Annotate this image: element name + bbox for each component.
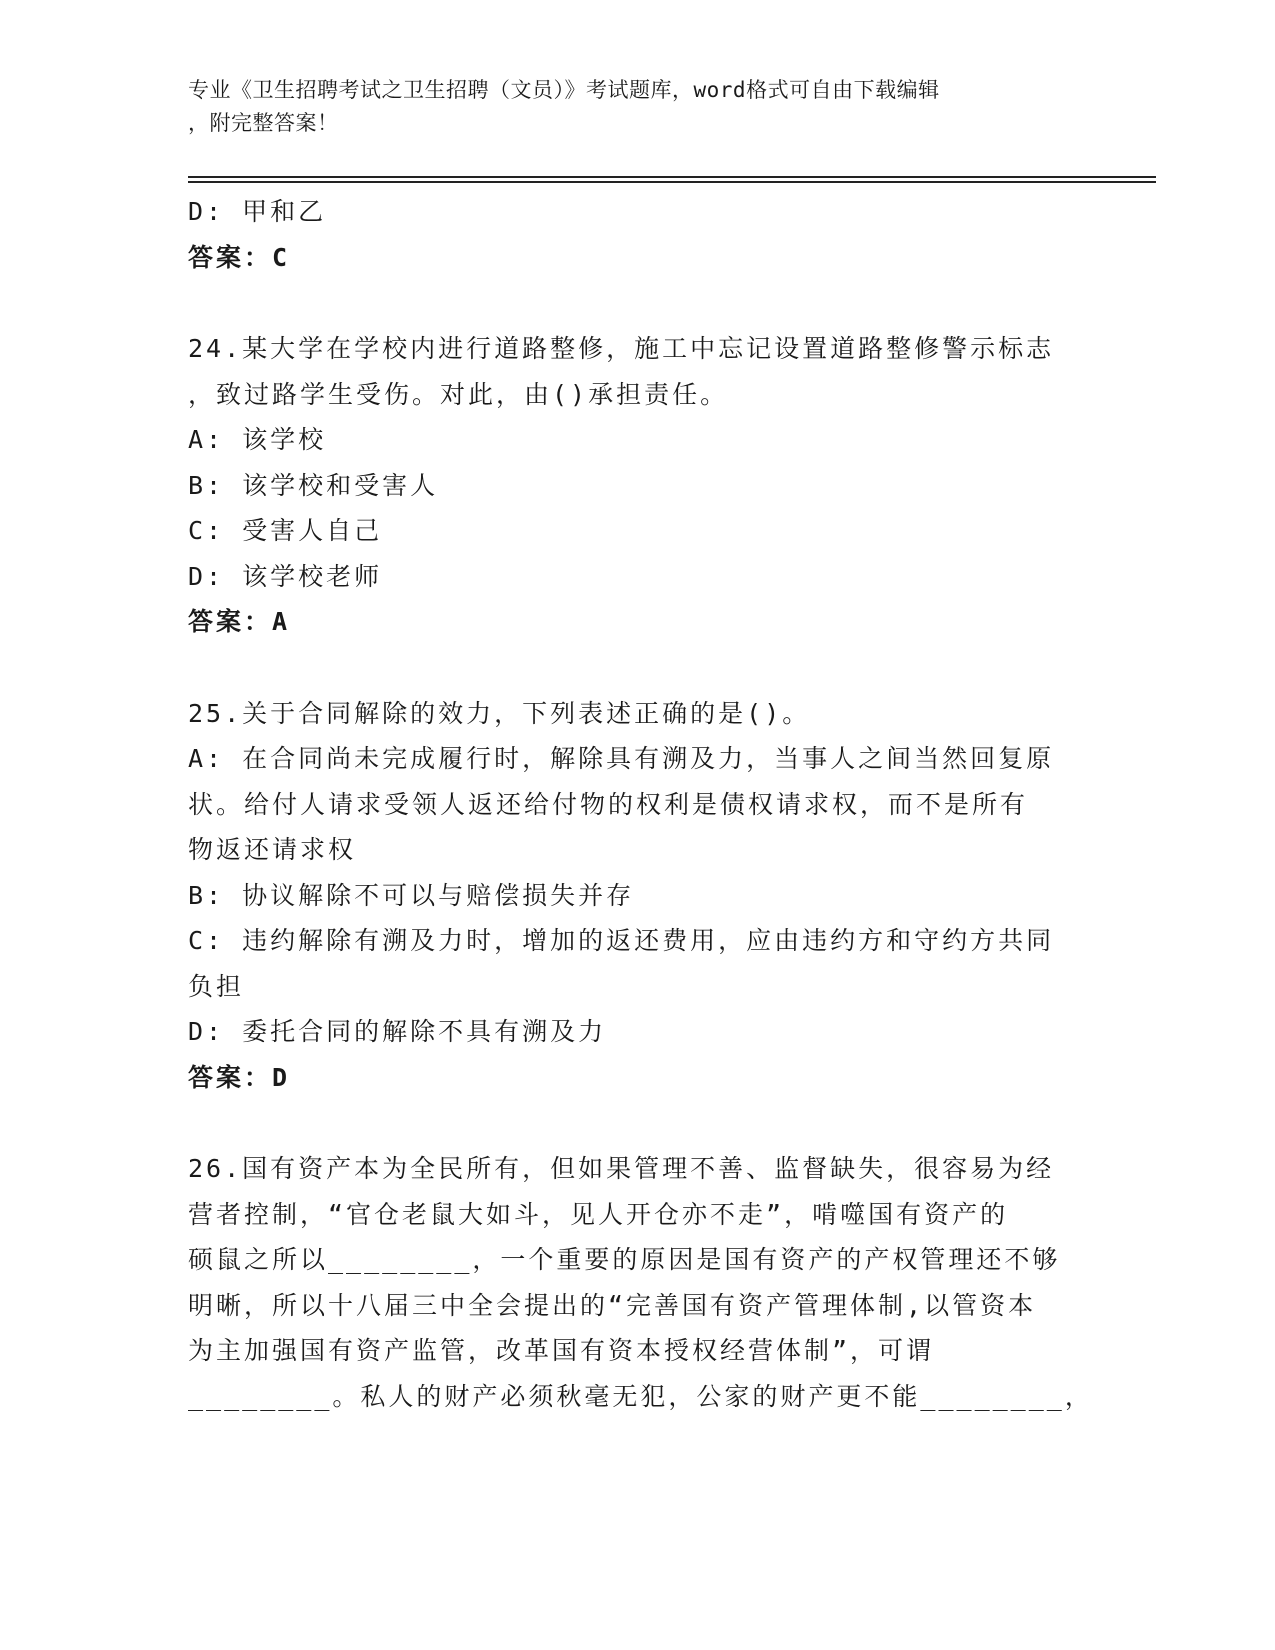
q24-answer: 答案：A [188,607,291,636]
page-header [188,74,1088,140]
q25-option-d: D: 委托合同的解除不具有溯及力 [188,1017,607,1046]
q25-option-a-line: 状。给付人请求受领人返还给付物的权利是债权请求权，而不是所有 [188,789,1029,819]
header-divider-top [188,176,1156,178]
q26-stem-line: 硕鼠之所以________，一个重要的原因是国有资产的产权管理还不够 [188,1245,1061,1274]
spacer [188,280,1068,326]
q25-option-a-line: A: 在合同尚未完成履行时，解除具有溯及力，当事人之间当然回复原 [188,744,1055,773]
q24-stem-line: 24.某大学在学校内进行道路整修，施工中忘记设置道路整修警示标志 [188,334,1055,363]
header-title-line-2: ，附完整答案！ [188,111,339,135]
header-divider-bottom [188,181,1156,183]
q24-stem-line: ，致过路学生受伤。对此，由()承担责任。 [188,379,729,409]
q24-option-a: A: 该学校 [188,425,327,454]
q26-stem-line: 26.国有资产本为全民所有，但如果管理不善、监督缺失，很容易为经 [188,1154,1055,1183]
q24-option-d: D: 该学校老师 [188,561,383,591]
q26-stem-line: 为主加强国有资产监管，改革国有资本授权经营体制”，可谓 [188,1336,935,1365]
q26-stem-line: ________。私人的财产必须秋毫无犯，公家的财产更不能________， [188,1381,1093,1411]
q25-option-c-line: 负担 [188,971,245,1001]
q25-option-a-line: 物返还请求权 [188,835,357,864]
q25-answer: 答案：D [188,1062,291,1092]
document-body [188,189,1093,1419]
q25-option-c-line: C: 违约解除有溯及力时，增加的返还费用，应由违约方和守约方共同 [188,926,1055,955]
q25-option-b: B: 协议解除不可以与赔偿损失并存 [188,880,635,910]
q25-stem-line: 25.关于合同解除的效力，下列表述正确的是()。 [188,698,811,728]
q24-option-c: C: 受害人自己 [188,516,383,545]
spacer [188,645,1068,691]
q26-stem-line: 明晰，所以十八届三中全会提出的“完善国有资产管理体制,以管资本 [188,1290,1037,1320]
question-24 [188,326,1068,645]
header-title-line: 专业《卫生招聘考试之卫生招聘（文员）》考试题库，word格式可自由下载编辑 [188,78,940,102]
q26-stem-line: 营者控制，“官仓老鼠大如斗，见人开仓亦不走”，啃噬国有资产的 [188,1199,1009,1229]
q24-option-b: B: 该学校和受害人 [188,470,439,500]
question-26 [188,1146,1093,1419]
q23-option-d: D: 甲和乙 [188,197,327,226]
q23-answer: 答案：C [188,242,291,272]
question-25 [188,691,1068,1101]
spacer [188,1100,1068,1146]
